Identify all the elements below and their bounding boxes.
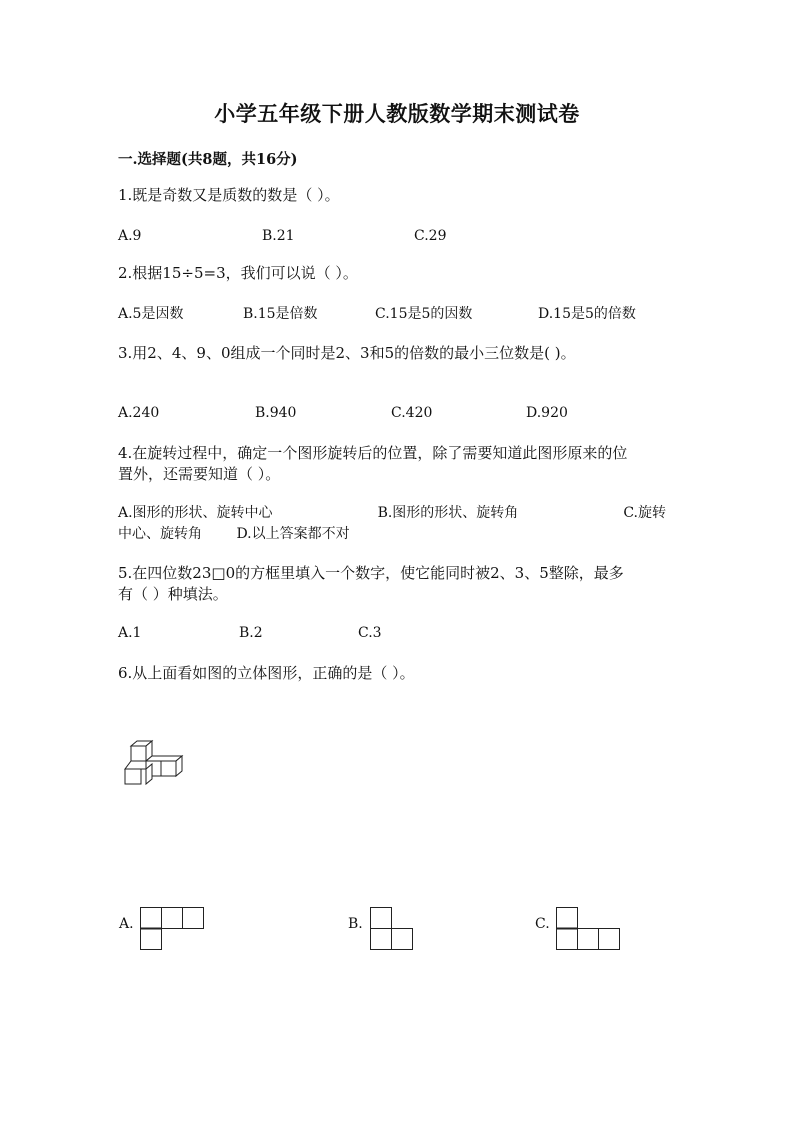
q1-option-c[interactable]: C.29 <box>414 228 447 244</box>
q5-option-b[interactable]: B.2 <box>239 625 263 641</box>
section-heading: 一.选择题(共8题，共16分) <box>118 151 298 168</box>
q4-option-a[interactable]: A.图形的形状、旋转中心 <box>118 505 273 521</box>
q6-option-b-label[interactable]: B. <box>348 916 363 932</box>
q3-option-d[interactable]: D.920 <box>526 405 568 421</box>
top-cube-front-face <box>131 746 146 761</box>
q6-option-c-label[interactable]: C. <box>535 916 550 932</box>
question-1: 1.既是奇数又是质数的数是（ ）。 <box>118 186 340 204</box>
question-2: 2.根据15÷5=3，我们可以说（ ）。 <box>118 264 358 282</box>
back-cube-2 <box>161 761 176 776</box>
page-title: 小学五年级下册人教版数学期末测试卷 <box>214 101 580 126</box>
q6-option-b-figure[interactable] <box>370 907 416 953</box>
front-cube-top-face <box>125 761 146 769</box>
q2-option-c[interactable]: C.15是5的因数 <box>375 306 473 322</box>
q3-option-c[interactable]: C.420 <box>391 405 433 421</box>
q4-option-c-end[interactable]: 中心、旋转角 <box>118 526 202 542</box>
question-5-line-1: 5.在四位数23□0的方框里填入一个数字，使它能同时被2、3、5整除，最多 <box>118 564 624 582</box>
q6-option-a-figure[interactable] <box>140 907 206 953</box>
question-3: 3.用2、4、9、0组成一个同时是2、3和5的倍数的最小三位数是( )。 <box>118 344 576 362</box>
cube-stack-figure <box>120 738 190 790</box>
q4-option-b[interactable]: B.图形的形状、旋转角 <box>377 505 519 521</box>
question-5 <box>118 563 678 605</box>
q4-option-c-start[interactable]: C.旋转 <box>623 505 666 521</box>
question-4-line-2: 置外，还需要知道（ ）。 <box>118 465 281 483</box>
q2-option-b[interactable]: B.15是倍数 <box>243 306 318 322</box>
question-5-line-2: 有（ ）种填法。 <box>118 585 228 603</box>
q2-option-d[interactable]: D.15是5的倍数 <box>538 306 636 322</box>
q3-option-a[interactable]: A.240 <box>118 405 160 421</box>
q3-option-b[interactable]: B.940 <box>255 405 297 421</box>
q2-option-a[interactable]: A.5是因数 <box>118 306 184 322</box>
question-6: 6.从上面看如图的立体图形，正确的是（ ）。 <box>118 664 415 682</box>
question-4 <box>118 443 678 485</box>
front-cube-front-face <box>125 769 141 784</box>
q6-option-a-label[interactable]: A. <box>119 916 134 932</box>
q6-option-c-figure[interactable] <box>556 907 622 953</box>
q1-option-a[interactable]: A.9 <box>118 228 142 244</box>
q4-options <box>118 503 666 545</box>
q5-option-c[interactable]: C.3 <box>358 625 382 641</box>
question-4-line-1: 4.在旋转过程中，确定一个图形旋转后的位置，除了需要知道此图形原来的位 <box>118 444 628 462</box>
q5-option-a[interactable]: A.1 <box>118 625 142 641</box>
q4-option-d[interactable]: D.以上答案都不对 <box>236 526 350 542</box>
q1-option-b[interactable]: B.21 <box>262 228 295 244</box>
